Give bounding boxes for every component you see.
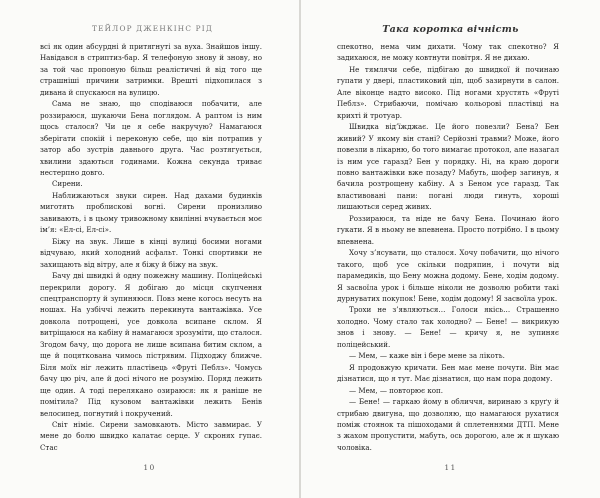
paragraph: Швидка від’їжджає. Це його повезли? Бена? Бен живий? У якому він стані? Серйозні травми? Може, його повезли в лікарню, бо того вимагає протокол, але назагал із ним усе гаразд? Бен у порядку. Ні, на краю дороги повно вантажівки вже позаду? Мабуть, шофер загинув, я бачила розтрощену кабіну. А з Беном усе гаразд. Так властивовані пани: погані люди гинуть, хороші лишаються серед живих. xyxy=(337,122,559,212)
left-page xyxy=(0,0,299,498)
right-page xyxy=(301,0,600,498)
paragraph: Біжу на звук. Лише в кінці вулиці босими ногами відчуваю, який холодний асфальт. Тонкі спортивки не захищають від вітру, але я біжу й біжу на звук. xyxy=(40,236,262,269)
running-head-author: ТЕЙЛОР ДЖЕНКІНС РІД xyxy=(92,24,213,33)
paragraph: Трохи не з’являються… Голоси якісь… Страшенно холодно. Чому стало так холодно? — Бене! — викрикую знов і знову. — Бене! — кричу я, не зупиняє поліцейський. xyxy=(337,305,559,349)
paragraph: — Мем, — каже він і бере мене за лікоть. xyxy=(349,351,505,361)
running-head-title: Така коротка вічність xyxy=(382,24,519,35)
paragraph: Наближаються звуки сирен. Над дахами будинків миготять проблискові вогні. Сирени пронизливо завивають, і в цьому тривожному квилінні вчувається моє ім’я: «Ел-сі, Ел-сі». xyxy=(40,190,262,235)
paragraph: — Мем, — повторює коп. xyxy=(349,385,444,395)
paragraph: Не тямлячи себе, підбігаю до швидкої й починаю гупати у двері, пластиковий ціп, щоб зазирнути в салон. Але віконце надто високо. Під ногами хрустять «Фруті Пеблз». Стрибаючи, помічаю кольорові пластівці на крихті й тротуар. xyxy=(337,64,559,120)
paragraph: Сирени. xyxy=(52,179,83,189)
paragraph: спекотно, нема чим дихати. Чому так спекотно? Я задихаюся, не можу ковтнути повітря. Я не дихаю. xyxy=(337,42,559,63)
paragraph: Бачу дві швидкі й одну пожежну машину. Поліцейські перекрили дорогу. Я добігаю до місця скупчення спецтранспорту й зупиняюся. Повз мене когось несуть на ношах. На узбіччі лежить перекинута вантажівка. Усе довкола потрощені, усе довкола всипане склом. Я витріщаюся на кабіну й намагаюся зрозуміти, що сталося. Згодом бачу, що дорога не лише всипана битим склом, а ще й поцяткована чимось пістрявим. Підходжу ближче. Біля моїх ніг лежить пластівець «Фруті Пеблз». Чомусь бачу цю річ, але й досі нічого не розумію. Поряд лежить ще один. А тоді перелякано озираюся: як я раніше не помітила? Під кузовом вантажівки лежить Бенів велосипед, погнутий і покручений. xyxy=(40,271,262,418)
paragraph: всі як один абсурдні й притягнуті за вуха. Знайшов іншу. Навідався в стриптиз-бар. Я телефоную знову й знову, но за той час пропоную більш реалістичні й від того ще страшніші причини затримки. Врешті підхопилася з дивана й спускаюся на вулицю. xyxy=(40,42,262,97)
right-page-body xyxy=(337,41,559,453)
paragraph: Світ німіє. Сирени замовкають. Місто завмирає. У мене до болю швидко калатає серце. У скронях гупає. Стас xyxy=(40,419,262,452)
paragraph: Я продовжую кричати. Бен має мене почути. Він має дізнатися, що я тут. Має дізнатися, що нам пора додому. xyxy=(337,362,559,384)
left-page-body xyxy=(40,41,262,453)
paragraph: Сама не знаю, що сподіваюся побачити, але роззираюся, шукаючи Бена поглядом. А раптом із ним щось сталося? Чи це я себе накручую? Намагаюся зберігати спокій і переконую себе, що він потрапив у затор або зустрів давнього друга. Час розтягується, хвилини здаються годинами. Кожна секунда триває нестерпно довго. xyxy=(40,99,262,177)
paragraph: Хочу з’ясувати, що сталося. Хочу побачити, що нічого такого, щоб усе скільки подряпин, і почути від парамедиків, що Бену можна додому. Бене, ходім додому. Я засвоїла урок і більше ніколи не дозволю робити такі дурнуватих покупок! Бене, ходім додому! Я засвоїла урок. xyxy=(337,248,559,303)
page-number-right: 11 xyxy=(444,463,457,472)
page-number-left: 10 xyxy=(143,463,156,472)
paragraph: Роззираюся, та ніде не бачу Бена. Починаю його гукати. Я в ньому не впевнена. Просто потрібно. І в цьому впевнена. xyxy=(337,213,559,246)
paragraph: — Бене! — гаркаю йому в обличчя, виринаю з круґу й стрибаю двигуна, що дозволяю, що намагаюся рухатися поміж стоянок та пішоходами й сплетеннями ДТП. Мене з жахом пропустити, мабуть, ось дорогою, але ж я шукаю чоловіка. xyxy=(337,397,559,452)
